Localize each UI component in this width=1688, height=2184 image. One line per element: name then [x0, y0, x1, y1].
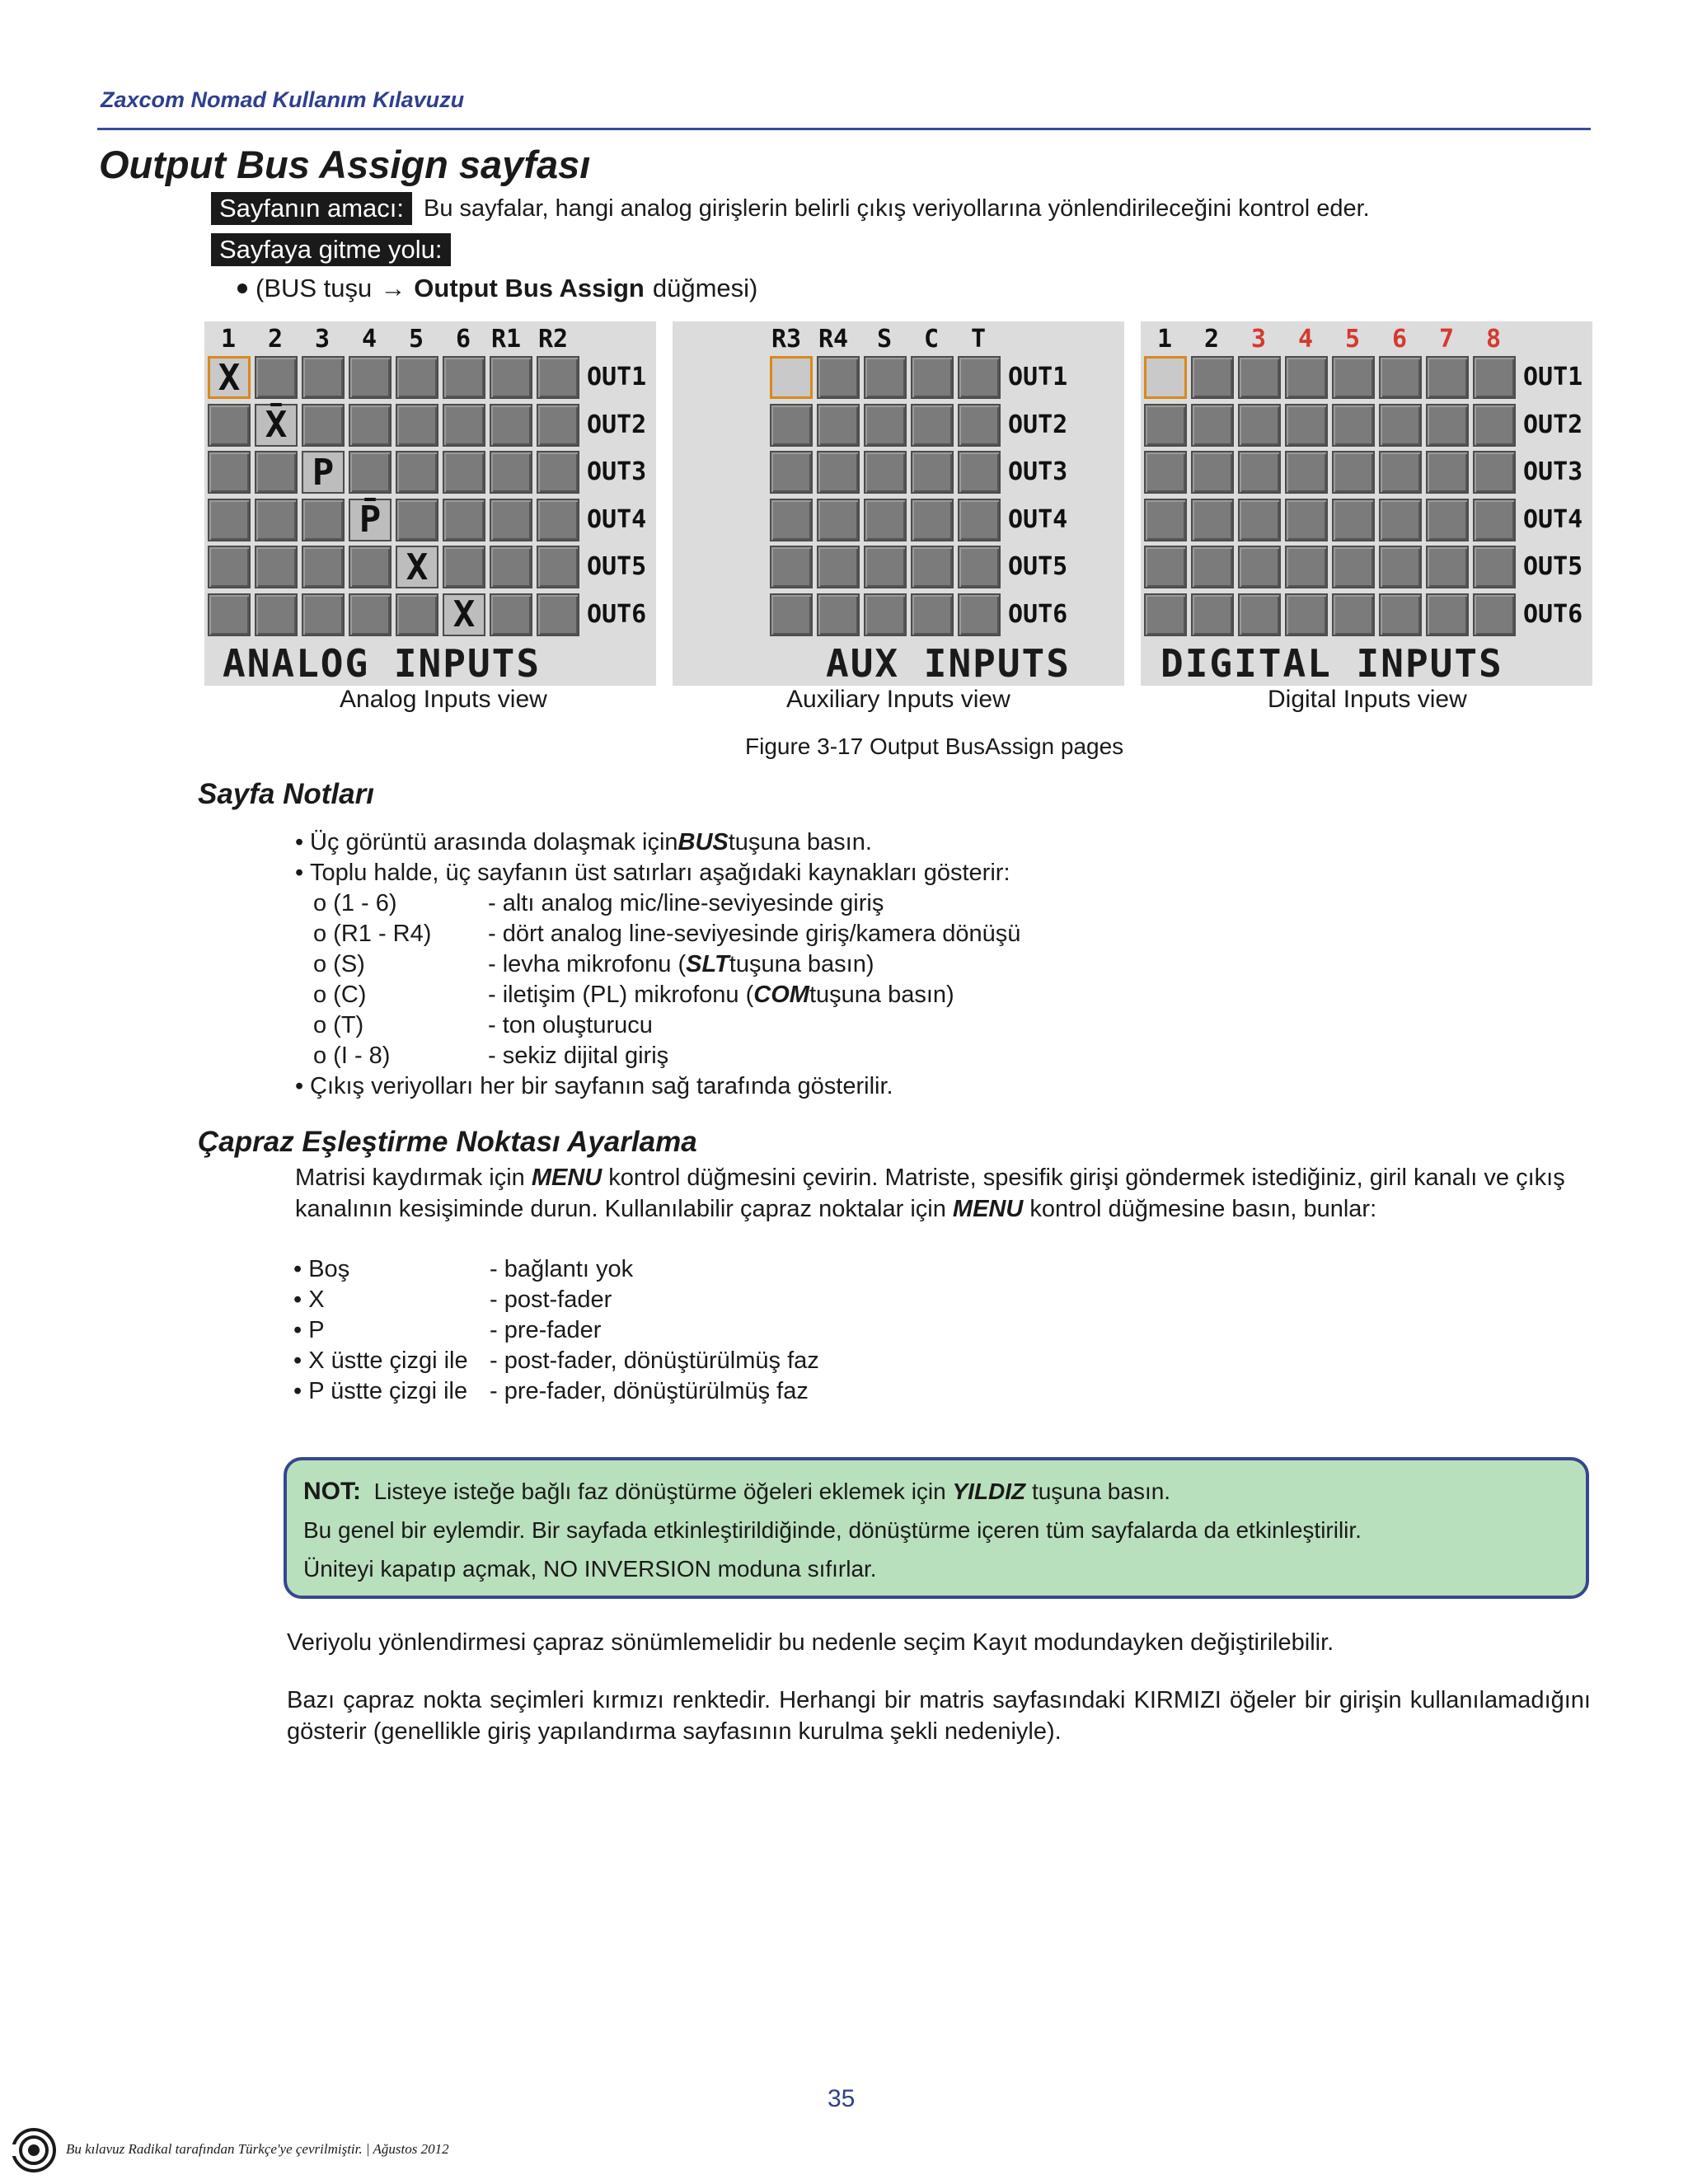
crosspoint-cell[interactable] [255, 356, 298, 399]
crosspoint-cell[interactable] [1426, 451, 1469, 494]
output-label: OUT3 [1523, 457, 1583, 486]
crosspoint-cell[interactable] [1473, 356, 1516, 399]
crosspoint-cell[interactable] [864, 356, 907, 399]
crosspoint-cell[interactable] [1238, 546, 1281, 588]
crosspoint-cell[interactable] [1473, 451, 1516, 494]
crosspoint-cell[interactable] [208, 404, 251, 447]
route-bold: Output Bus Assign [414, 274, 645, 302]
crosspoint-cell[interactable] [302, 499, 345, 541]
option-key: • X üstte çizgi ile [293, 1347, 468, 1374]
crosspoint-cell[interactable] [255, 499, 298, 541]
note-text: tuşuna basın. [1025, 1479, 1171, 1504]
sub-key: o (C) [313, 982, 367, 1008]
sub-key: o (1 - 6) [313, 890, 397, 916]
crosspoint-cell[interactable] [349, 451, 392, 494]
column-header-c: C [924, 325, 940, 354]
crosspoint-cell[interactable] [770, 593, 813, 636]
bullet-icon: • [295, 1073, 304, 1099]
crosspoint-cell[interactable] [864, 404, 907, 447]
column-header-6: 6 [1392, 325, 1408, 354]
sub-item [295, 888, 1020, 919]
option-key: • Boş [293, 1256, 350, 1282]
route-suffix: düğmesi) [652, 274, 758, 302]
note-line: Bu genel bir eylemdir. Bir sayfada etkinleştirildiğinde, dönüştürme içeren tüm sayfalarda da etkinleştirilir. [303, 1517, 1362, 1543]
crosspoint-cell[interactable] [1144, 546, 1187, 588]
crosspoint-cell[interactable] [864, 451, 907, 494]
para-text: Matrisi kaydırmak için [295, 1165, 532, 1191]
crosspoint-cell[interactable] [1332, 404, 1375, 447]
crosspoint-cell[interactable] [1473, 499, 1516, 541]
page-title: Output Bus Assign sayfası [99, 143, 591, 186]
crosspoint-cell[interactable] [1191, 499, 1234, 541]
output-label: OUT1 [1523, 363, 1583, 391]
output-label: OUT3 [1008, 457, 1068, 486]
sub-value: - dört analog line-seviyesinde giriş/kamera dönüşü [488, 921, 1021, 947]
paragraph-line [295, 1193, 1581, 1225]
crosspoint-cell[interactable] [537, 593, 579, 636]
crosspoint-cell[interactable] [349, 404, 392, 447]
crosspoint-cell[interactable] [1332, 499, 1375, 541]
page-number: 35 [828, 2085, 856, 2112]
crosspoint-cell[interactable] [255, 593, 298, 636]
crosspoint-cell[interactable] [302, 593, 345, 636]
crosspoint-cell[interactable] [770, 356, 813, 399]
sub-item [295, 980, 1020, 1010]
footer-text: Bu kılavuz Radikal tarafından Türkçe'ye çevrilmiştir. | Ağustos 2012 [66, 2141, 449, 2157]
menu-keyword: MENU [531, 1165, 603, 1191]
paragraph-line [295, 1162, 1581, 1193]
crosspoint-cell[interactable] [490, 546, 532, 588]
crosspoint-cell[interactable] [1285, 356, 1328, 399]
crosspoint-cell[interactable] [208, 356, 251, 399]
digital-inputs-caption: Digital Inputs view [1268, 686, 1467, 713]
column-header-r1: R1 [491, 325, 522, 354]
column-header-4: 4 [1298, 325, 1314, 354]
list-item [293, 1376, 819, 1407]
bullet-icon: • [295, 860, 304, 886]
crosspoint-cell[interactable] [443, 593, 485, 636]
list-item [295, 858, 1020, 888]
crosspoint-cell[interactable] [208, 593, 251, 636]
para-text: kontrol düğmesini çevirin. Matriste, spesifik girişi göndermek istediğiniz, giril kanalı ve çıkış [602, 1165, 1565, 1191]
crosspoint-cell[interactable] [1191, 356, 1234, 399]
crosspoint-cell[interactable] [490, 593, 532, 636]
option-value: - post-fader [490, 1286, 612, 1313]
note-text: Üç görüntü arasında dolaşmak için [310, 829, 678, 855]
com-keyword: COM [753, 982, 809, 1008]
crosspoint-cell[interactable] [443, 451, 485, 494]
sub-value: - ton oluşturucu [488, 1012, 653, 1038]
crosspoint-cell[interactable] [958, 451, 1001, 494]
crosspoint-title: Çapraz Eşleştirme Noktası Ayarlama [198, 1126, 697, 1158]
crosspoint-cell[interactable] [443, 356, 485, 399]
crosspoint-cell[interactable] [396, 546, 438, 588]
column-header-5: 5 [1345, 325, 1361, 354]
figure-caption: Figure 3-17 Output BusAssign pages [745, 733, 1124, 759]
option-key-text: P üstte çizgi ile [308, 1378, 468, 1404]
crosspoint-cell[interactable] [443, 404, 485, 447]
crosspoint-cell[interactable] [1144, 451, 1187, 494]
output-label: OUT3 [587, 457, 647, 486]
crosspoint-cell[interactable] [1285, 593, 1328, 636]
header-rule [97, 128, 1591, 130]
crosspoint-cell[interactable] [537, 499, 579, 541]
list-item [295, 827, 1020, 858]
crosspoint-cell[interactable] [1426, 546, 1469, 588]
crosspoint-cell[interactable] [958, 404, 1001, 447]
output-label: OUT2 [1008, 410, 1068, 439]
crosspoint-cell[interactable] [1379, 356, 1422, 399]
crosspoint-cell[interactable] [1379, 546, 1422, 588]
purpose-label: Sayfanın amacı: [211, 192, 412, 225]
purpose-text: Bu sayfalar, hangi analog girişlerin belirli çıkış veriyollarına yönlendirileceğini kontrol eder. [424, 194, 1370, 222]
option-key-text: X [308, 1286, 325, 1313]
crosspoint-cell[interactable] [396, 451, 438, 494]
crosspoint-cell[interactable] [302, 404, 345, 447]
output-label: OUT5 [587, 552, 647, 581]
crosspoint-cell[interactable] [255, 546, 298, 588]
crosspoint-cell[interactable] [1144, 499, 1187, 541]
crosspoint-cell[interactable] [1238, 499, 1281, 541]
sub-value: - sekiz dijital giriş [488, 1043, 669, 1069]
crosspoint-cell[interactable] [537, 451, 579, 494]
crosspoint-cell[interactable] [1238, 593, 1281, 636]
crosspoint-cell[interactable] [302, 356, 345, 399]
option-value: - pre-fader [490, 1317, 602, 1343]
output-label: OUT1 [1008, 363, 1068, 391]
output-label: OUT6 [1523, 599, 1583, 629]
radikal-logo-icon [10, 2126, 58, 2178]
crosspoint-cell[interactable] [1191, 451, 1234, 494]
crosspoint-cell[interactable] [1426, 593, 1469, 636]
crosspoint-cell[interactable] [537, 356, 579, 399]
output-label: OUT5 [1523, 552, 1583, 581]
crosspoint-cell[interactable] [817, 546, 860, 588]
option-key: • X [293, 1286, 325, 1313]
crosspoint-cell[interactable] [349, 356, 392, 399]
list-item [293, 1346, 819, 1376]
crosspoint-cell[interactable] [958, 356, 1001, 399]
crosspoint-cell[interactable] [1238, 404, 1281, 447]
crosspoint-options-list [293, 1254, 819, 1407]
crosspoint-cell[interactable] [349, 546, 392, 588]
output-label: OUT2 [1523, 410, 1583, 439]
crosspoint-cell[interactable] [1426, 356, 1469, 399]
crosspoint-cell[interactable] [302, 451, 345, 494]
output-label: OUT6 [1008, 599, 1068, 629]
crosspoint-cell[interactable] [1191, 404, 1234, 447]
crosspoint-cell[interactable] [255, 404, 298, 447]
list-item [293, 1254, 819, 1285]
crosspoint-cell[interactable] [911, 451, 954, 494]
column-header-3: 3 [315, 325, 331, 354]
route-bullet [237, 274, 757, 303]
crosspoint-cell[interactable] [1332, 356, 1375, 399]
option-key-text: P [308, 1317, 325, 1343]
sub-key: o (R1 - R4) [313, 921, 432, 947]
sub-value: tuşuna basın) [729, 951, 874, 977]
output-label: OUT2 [587, 410, 647, 439]
column-header-t: T [971, 325, 987, 354]
column-header-r4: R4 [818, 325, 849, 354]
crosspoint-cell[interactable] [1144, 356, 1187, 399]
column-header-r3: R3 [771, 325, 802, 354]
output-label: OUT1 [587, 363, 647, 391]
crosspoint-cell[interactable] [1285, 404, 1328, 447]
crosspoint-cell[interactable] [537, 546, 579, 588]
sub-item [295, 919, 1020, 949]
screen-footer-label: AUX INPUTS [826, 641, 1071, 686]
note-text: Toplu halde, üç sayfanın üst satırları aşağıdaki kaynakları gösterir: [310, 860, 1010, 886]
list-item [293, 1315, 819, 1346]
crosspoint-cell[interactable] [817, 593, 860, 636]
crosspoint-cell[interactable] [1332, 546, 1375, 588]
crosspoint-cell[interactable] [443, 499, 485, 541]
crosspoint-cell[interactable] [770, 499, 813, 541]
crosspoint-cell[interactable] [864, 499, 907, 541]
yildiz-keyword: YILDIZ [952, 1479, 1026, 1504]
column-header-1: 1 [1157, 325, 1173, 354]
crosspoint-cell[interactable] [537, 404, 579, 447]
column-header-1: 1 [221, 325, 237, 354]
list-item [295, 1071, 1020, 1102]
sub-value: - iletişim (PL) mikrofonu ( [488, 982, 754, 1008]
crosspoint-cell[interactable] [443, 546, 485, 588]
aux-inputs-caption: Auxiliary Inputs view [786, 686, 1010, 713]
note-text: Çıkış veriyolları her bir sayfanın sağ tarafında gösterilir. [310, 1073, 893, 1099]
sub-item [295, 1041, 1020, 1071]
sub-value: tuşuna basın) [809, 982, 954, 1008]
note-box [284, 1457, 1589, 1599]
bus-keyword: BUS [678, 829, 729, 855]
paragraph-line: Bazı çapraz nokta seçimleri kırmızı renktedir. Herhangi bir matris sayfasındaki KIRMIZI öğeler bir girişin kullanılamadığını [287, 1687, 1591, 1713]
crosspoint-cell[interactable] [1285, 451, 1328, 494]
crosspoint-cell[interactable] [208, 451, 251, 494]
option-key: • P [293, 1317, 325, 1343]
crosspoint-cell[interactable] [1144, 593, 1187, 636]
slt-keyword: SLT [686, 951, 729, 977]
option-value: - pre-fader, dönüştürülmüş faz [490, 1378, 809, 1404]
column-header-r2: R2 [538, 325, 569, 354]
page-notes-list [295, 827, 1020, 1102]
crosspoint-cell[interactable] [1473, 546, 1516, 588]
route-row [211, 233, 451, 266]
crosspoint-cell[interactable] [911, 499, 954, 541]
crosspoint-cell[interactable] [396, 404, 438, 447]
list-item [293, 1285, 819, 1315]
column-header-2: 2 [1204, 325, 1220, 354]
output-label: OUT6 [587, 599, 647, 629]
crosspoint-cell[interactable] [490, 356, 532, 399]
output-label: OUT4 [1523, 504, 1583, 534]
column-header-5: 5 [409, 325, 424, 354]
note-label: NOT: [303, 1478, 361, 1505]
note-text: tuşuna basın. [728, 829, 872, 855]
crosspoint-cell[interactable] [1473, 593, 1516, 636]
red-items-paragraph [287, 1685, 1591, 1747]
column-header-4: 4 [362, 325, 377, 354]
crosspoint-cell[interactable] [1285, 546, 1328, 588]
analog-inputs-screen [204, 321, 656, 686]
crosspoint-cell[interactable] [1332, 451, 1375, 494]
crosspoint-mark: X [452, 593, 476, 635]
sub-key: o (I - 8) [313, 1043, 391, 1069]
crosspoint-cell[interactable] [911, 404, 954, 447]
crosspoint-mark: X̄ [265, 404, 288, 446]
option-value: - bağlantı yok [490, 1256, 634, 1282]
output-label: OUT4 [1008, 504, 1068, 534]
crosspoint-cell[interactable] [1191, 546, 1234, 588]
crosspoint-mark: X [218, 356, 241, 399]
crosspoint-cell[interactable] [770, 451, 813, 494]
para-text: kanalının kesişiminde durun. Kullanılabilir çapraz noktalar için [295, 1196, 953, 1222]
column-header-8: 8 [1486, 325, 1502, 354]
purpose-row [211, 192, 1370, 225]
screen-footer-label: ANALOG INPUTS [223, 641, 542, 686]
crosspoint-cell[interactable] [1379, 404, 1422, 447]
crosspoint-cell[interactable] [1473, 404, 1516, 447]
crosspoint-cell[interactable] [817, 499, 860, 541]
column-header-6: 6 [456, 325, 471, 354]
crosspoint-cell[interactable] [1379, 499, 1422, 541]
crosspoint-cell[interactable] [911, 356, 954, 399]
document-header-title: Zaxcom Nomad Kullanım Kılavuzu [101, 87, 465, 112]
crosspoint-cell[interactable] [396, 499, 438, 541]
crosspoint-cell[interactable] [396, 593, 438, 636]
crosspoint-mark: P̄ [359, 499, 382, 541]
crosspoint-cell[interactable] [396, 356, 438, 399]
aux-inputs-screen [673, 321, 1124, 686]
crosspoint-cell[interactable] [349, 593, 392, 636]
crosspoint-cell[interactable] [1379, 451, 1422, 494]
column-header-3: 3 [1251, 325, 1267, 354]
crosspoint-cell[interactable] [349, 499, 392, 541]
para-text: kontrol düğmesine basın, bunlar: [1023, 1196, 1377, 1222]
crosspoint-paragraph [295, 1162, 1581, 1225]
crosspoint-cell[interactable] [1238, 451, 1281, 494]
option-key-text: X üstte çizgi ile [308, 1347, 468, 1374]
crosspoint-cell[interactable] [1238, 356, 1281, 399]
page-notes-title: Sayfa Notları [198, 778, 374, 810]
sub-value: - levha mikrofonu ( [488, 951, 687, 977]
crosspoint-cell[interactable] [911, 546, 954, 588]
crosspoint-cell[interactable] [490, 404, 532, 447]
crosspoint-cell[interactable] [1332, 593, 1375, 636]
crosspoint-cell[interactable] [1285, 499, 1328, 541]
crosspoint-cell[interactable] [770, 546, 813, 588]
analog-inputs-caption: Analog Inputs view [340, 686, 547, 713]
arrow-icon: → [380, 274, 406, 302]
note-line [303, 1472, 1569, 1511]
sub-item [295, 949, 1020, 980]
crosspoint-cell[interactable] [208, 499, 251, 541]
note-text: Listeye isteğe bağlı faz dönüştürme öğeleri eklemek için [373, 1479, 953, 1504]
sub-key: o (T) [313, 1012, 364, 1038]
sub-item [295, 1010, 1020, 1041]
crosspoint-cell[interactable] [302, 546, 345, 588]
crosspoint-cell[interactable] [958, 499, 1001, 541]
option-key: • P üstte çizgi ile [293, 1378, 468, 1404]
menu-keyword: MENU [952, 1196, 1024, 1222]
output-label: OUT5 [1008, 552, 1068, 581]
crosspoint-cell[interactable] [864, 593, 907, 636]
option-value: - post-fader, dönüştürülmüş faz [490, 1347, 819, 1374]
crosspoint-cell[interactable] [817, 451, 860, 494]
sub-value: - altı analog mic/line-seviyesinde giriş [488, 890, 884, 916]
crosspoint-cell[interactable] [864, 546, 907, 588]
screen-footer-label: DIGITAL INPUTS [1160, 641, 1503, 686]
option-key-text: Boş [308, 1256, 350, 1282]
crosspoint-cell[interactable] [958, 593, 1001, 636]
crosspoint-cell[interactable] [1426, 499, 1469, 541]
crosspoint-mark: X [406, 546, 429, 588]
bullet-icon [237, 284, 247, 293]
crosspoint-cell[interactable] [1144, 404, 1187, 447]
crosspoint-cell[interactable] [1379, 593, 1422, 636]
digital-inputs-screen [1141, 321, 1592, 686]
routing-paragraph: Veriyolu yönlendirmesi çapraz sönümlemelidir bu nedenle seçim Kayıt modundayken değiştirilebilir. [287, 1629, 1334, 1656]
note-line: Üniteyi kapatıp açmak, NO INVERSION moduna sıfırlar. [303, 1556, 877, 1582]
crosspoint-cell[interactable] [490, 499, 532, 541]
bullet-icon: • [295, 829, 304, 855]
crosspoint-cell[interactable] [958, 546, 1001, 588]
crosspoint-cell[interactable] [490, 451, 532, 494]
column-header-7: 7 [1439, 325, 1455, 354]
route-prefix: (BUS tuşu [256, 274, 373, 302]
column-header-2: 2 [268, 325, 284, 354]
paragraph-line: gösterir (genellikle giriş yapılandırma sayfasının kurulma şekli nedeniyle). [287, 1718, 1062, 1745]
crosspoint-mark: P [312, 451, 335, 494]
crosspoint-cell[interactable] [255, 451, 298, 494]
sub-key: o (S) [313, 951, 365, 977]
output-label: OUT4 [587, 504, 647, 534]
crosspoint-cell[interactable] [817, 356, 860, 399]
crosspoint-cell[interactable] [1426, 404, 1469, 447]
crosspoint-cell[interactable] [817, 404, 860, 447]
crosspoint-cell[interactable] [770, 404, 813, 447]
crosspoint-cell[interactable] [208, 546, 251, 588]
crosspoint-cell[interactable] [911, 593, 954, 636]
column-header-s: S [877, 325, 893, 354]
route-label: Sayfaya gitme yolu: [211, 233, 451, 266]
crosspoint-cell[interactable] [1191, 593, 1234, 636]
